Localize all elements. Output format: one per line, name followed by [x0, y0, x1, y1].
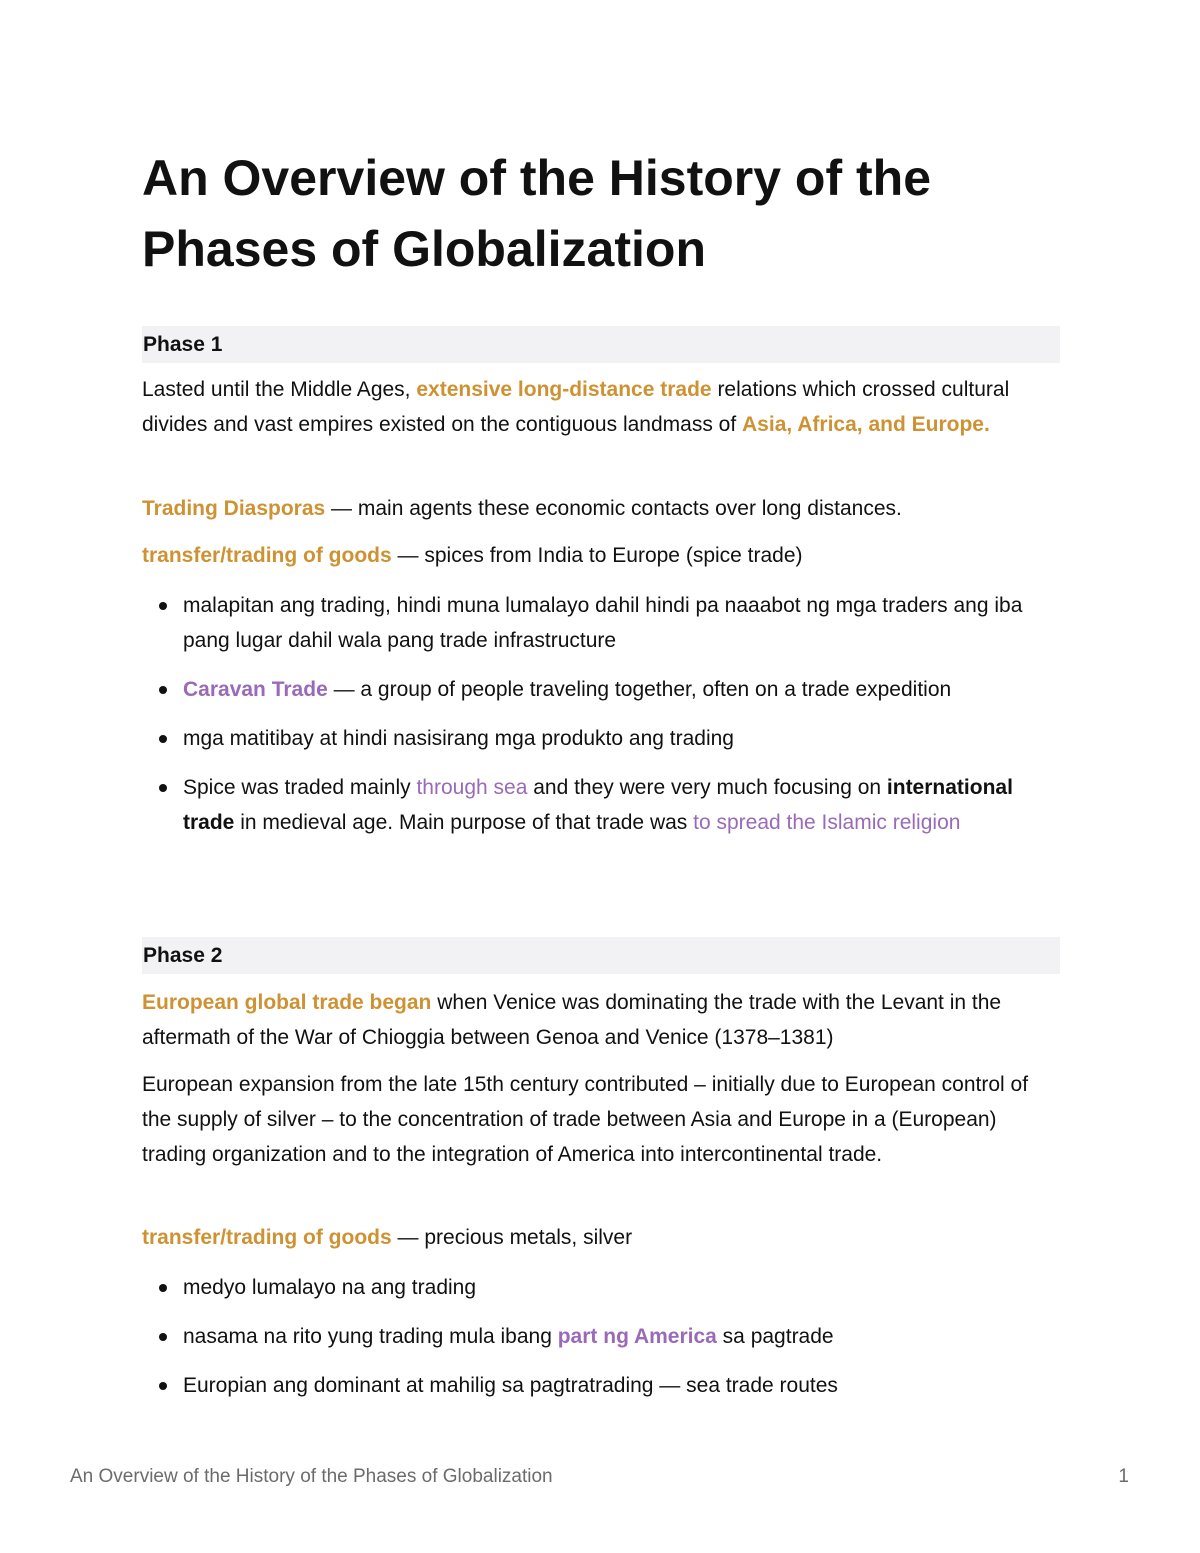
phase-2-heading: Phase 2 — [142, 937, 1060, 974]
phase-2-paragraph-3 — [142, 1220, 1052, 1255]
highlight-text: transfer/trading of goods — [142, 1226, 392, 1249]
bullet-icon — [159, 602, 167, 610]
bullet-icon — [159, 1382, 167, 1390]
list-item — [142, 1319, 1060, 1354]
phase-2-paragraph-1 — [142, 985, 1052, 1055]
highlight-text: extensive long-distance trade — [416, 378, 712, 401]
list-item-text: nasama na rito yung trading mula ibang — [183, 1325, 558, 1348]
list-item-text: sa pagtrade — [716, 1325, 834, 1348]
paragraph-text: relations which crossed cultural divides and vast empires existed on the contiguous landmass of — [142, 378, 1010, 436]
bullet-icon — [159, 686, 167, 694]
paragraph-text: — precious metals, silver — [391, 1226, 633, 1249]
highlight-text: transfer/trading of goods — [142, 544, 392, 567]
phase-1-paragraph-3 — [142, 538, 1052, 573]
paragraph-text: Lasted until the Middle Ages, — [142, 378, 417, 401]
list-item-text: mga matitibay at hindi nasisirang mga produkto ang trading — [183, 727, 734, 750]
bullet-icon — [159, 1333, 167, 1341]
highlight-text: part ng America — [557, 1325, 717, 1348]
list-item-text: — a group of people traveling together, often on a trade expedition — [327, 678, 952, 701]
list-item-text: in medieval age. Main purpose of that trade was — [234, 811, 694, 834]
list-item-text: malapitan ang trading, hindi muna lumalayo dahil hindi pa naaabot ng mga traders ang iba pang lugar dahil wala pang trade infrastructure — [183, 594, 1023, 652]
bullet-icon — [159, 735, 167, 743]
highlight-text: European global trade began — [142, 991, 432, 1014]
phase-1-heading: Phase 1 — [142, 326, 1060, 363]
phase-2-bullet-list — [142, 1270, 1060, 1417]
phase-1-bullet-list — [142, 588, 1060, 854]
bullet-icon — [159, 784, 167, 792]
list-item — [142, 672, 1060, 707]
list-item — [142, 588, 1060, 658]
phase-2-paragraph-2: European expansion from the late 15th century contributed – initially due to European control of the supply of silver – to the concentration of trade between Asia and Europe in a (European) trading organization and to the integration of America into intercontinental trade. — [142, 1073, 1029, 1166]
list-item-text: medyo lumalayo na ang trading — [183, 1276, 477, 1299]
page-title: An Overview of the History of the Phases of Globalization — [142, 150, 932, 277]
list-item — [142, 721, 1060, 756]
highlight-text: through sea — [416, 776, 528, 799]
paragraph-text: — spices from India to Europe (spice trade) — [391, 544, 803, 567]
list-item-text: Europian ang dominant at mahilig sa pagtratrading — sea trade routes — [183, 1374, 838, 1397]
phase-1-paragraph-1 — [142, 372, 1052, 442]
paragraph-text: when Venice was dominating the trade with the Levant in the aftermath of the War of Chioggia between Genoa and Venice (1378–1381) — [142, 991, 1002, 1049]
highlight-text: Trading Diasporas — [142, 497, 326, 520]
bullet-icon — [159, 1284, 167, 1292]
list-item — [142, 1270, 1060, 1305]
phase-1-paragraph-2 — [142, 491, 1052, 526]
list-item-text: Spice was traded mainly — [183, 776, 417, 799]
list-item — [142, 770, 1060, 840]
highlight-text: Caravan Trade — [183, 678, 328, 701]
footer-page-number: 1 — [1118, 1466, 1129, 1487]
footer-document-title: An Overview of the History of the Phases of Globalization — [70, 1466, 553, 1487]
bold-text: international trade — [183, 776, 1013, 834]
list-item-text: and they were very much focusing on — [527, 776, 887, 799]
highlight-text: to spread the Islamic religion — [693, 811, 961, 834]
highlight-text: Asia, Africa, and Europe. — [742, 413, 990, 436]
list-item — [142, 1368, 1060, 1403]
paragraph-text: — main agents these economic contacts over long distances. — [325, 497, 902, 520]
